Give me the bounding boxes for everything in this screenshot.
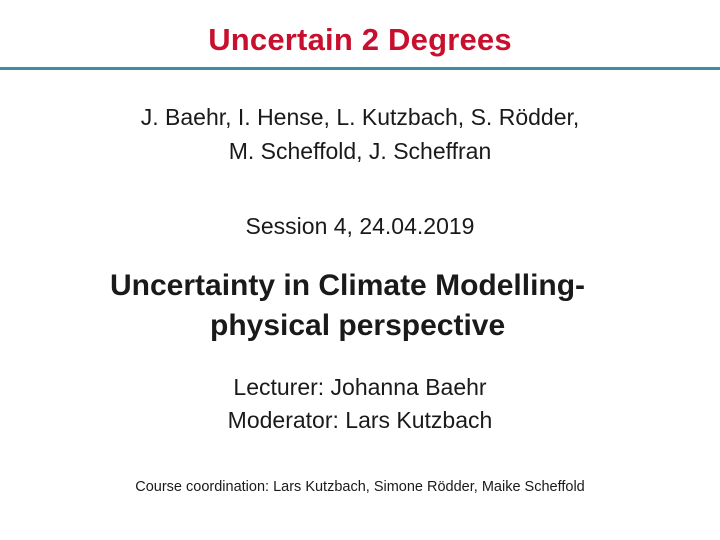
slide-title: Uncertain 2 Degrees: [208, 22, 512, 57]
authors-line-2: M. Scheffold, J. Scheffran: [228, 138, 492, 164]
moderator-line: Moderator: Lars Kutzbach: [227, 407, 493, 433]
talk-title-line-2: physical perspective: [210, 309, 506, 342]
authors-block: [0, 100, 720, 168]
talk-title: [110, 266, 710, 346]
roles-block: [0, 371, 720, 437]
talk-title-line-1: Uncertainty in Climate Modelling-: [110, 269, 586, 302]
lecturer-line: Lecturer: Johanna Baehr: [233, 374, 487, 400]
title-divider: [0, 67, 720, 70]
authors-line-1: J. Baehr, I. Hense, L. Kutzbach, S. Rödder,: [140, 104, 580, 130]
course-coordination: Course coordination: Lars Kutzbach, Simone Rödder, Maike Scheffold: [135, 479, 585, 495]
session-info: Session 4, 24.04.2019: [245, 213, 475, 239]
